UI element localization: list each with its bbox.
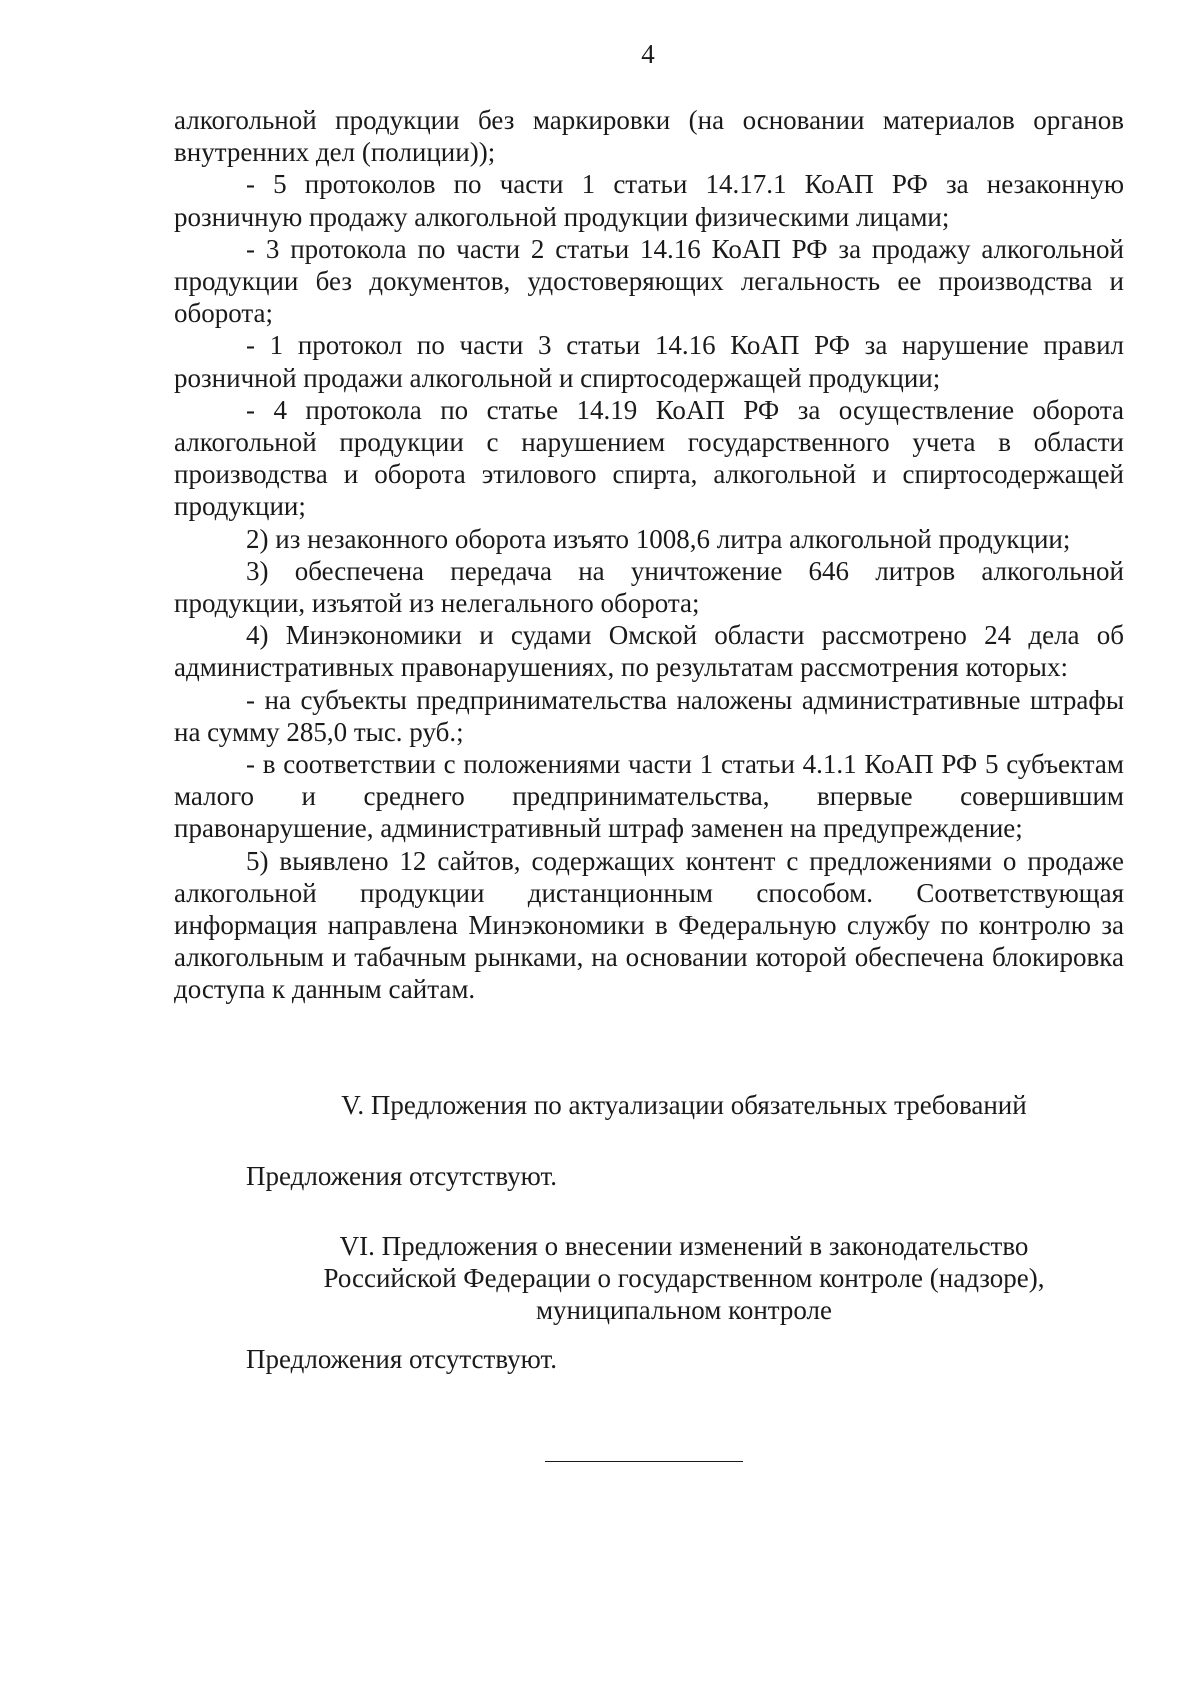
paragraph: 4) Минэкономики и судами Омской области рассмотрено 24 дела об административных правонарушениях, по результатам рассмотрения которых: — [174, 620, 1124, 683]
section-6-note: Предложения отсутствуют. — [246, 1344, 557, 1374]
paragraph: - 4 протокола по статье 14.19 КоАП РФ за осуществление оборота алкогольной продукции с нарушением государственного учета в области производства и оборота этилового спирта, алкогольной и спиртосодержащей продукции; — [174, 394, 1124, 522]
section-6-heading-line: Российской Федерации о государственном контроле (надзоре), — [323, 1263, 1045, 1294]
page-number: 4 — [641, 39, 655, 69]
section-5-heading: V. Предложения по актуализации обязательных требований — [341, 1090, 1027, 1120]
section-5 — [174, 1089, 1124, 1121]
end-of-document-rule — [545, 1461, 743, 1462]
paragraph: - 1 протокол по части 3 статьи 14.16 КоАП РФ за нарушение правил розничной продажи алкогольной и спиртосодержащей продукции; — [174, 330, 1124, 393]
paragraph: - в соответствии с положениями части 1 статьи 4.1.1 КоАП РФ 5 субъектам малого и среднего предпринимательства, впервые совершившим правонарушение, административный штраф заменен на предупреждение; — [174, 749, 1124, 844]
section-6 — [174, 1230, 1124, 1327]
paragraph: 3) обеспечена передача на уничтожение 646 литров алкогольной продукции, изъятой из нелегального оборота; — [174, 555, 1124, 619]
paragraph: - 3 протокола по части 2 статьи 14.16 КоАП РФ за продажу алкогольной продукции без документов, удостоверяющих легальность ее производства и оборота; — [174, 233, 1124, 329]
section-6-heading — [174, 1230, 1124, 1327]
paragraph: - 5 протоколов по части 1 статьи 14.17.1 КоАП РФ за незаконную розничную продажу алкогольной продукции физическими лицами; — [174, 169, 1124, 232]
document-body — [174, 104, 1124, 1006]
paragraph: 2) из незаконного оборота изъято 1008,6 литра алкогольной продукции; — [246, 523, 1071, 554]
section-5-note: Предложения отсутствуют. — [246, 1161, 557, 1191]
section-6-heading-line: VI. Предложения о внесении изменений в законодательство — [339, 1231, 1029, 1261]
paragraph: 5) выявлено 12 сайтов, содержащих контент с предложениями о продаже алкогольной продукции дистанционным способом. Соответствующая информация направлена Минэкономики в Федеральную службу по контролю за алкогольным и табачным рынками, на основании которой обеспечена блокировка доступа к данным сайтам. — [174, 845, 1124, 1005]
paragraph: алкогольной продукции без маркировки (на основании материалов органов внутренних дел (полиции)); — [174, 105, 1124, 168]
section-6-note-block — [174, 1343, 1124, 1375]
section-6-heading-line: муниципальном контроле — [535, 1295, 833, 1326]
paragraph: - на субъекты предпринимательства наложены административные штрафы на сумму 285,0 тыс. руб.; — [174, 684, 1124, 747]
section-5-note-block — [174, 1160, 1124, 1192]
